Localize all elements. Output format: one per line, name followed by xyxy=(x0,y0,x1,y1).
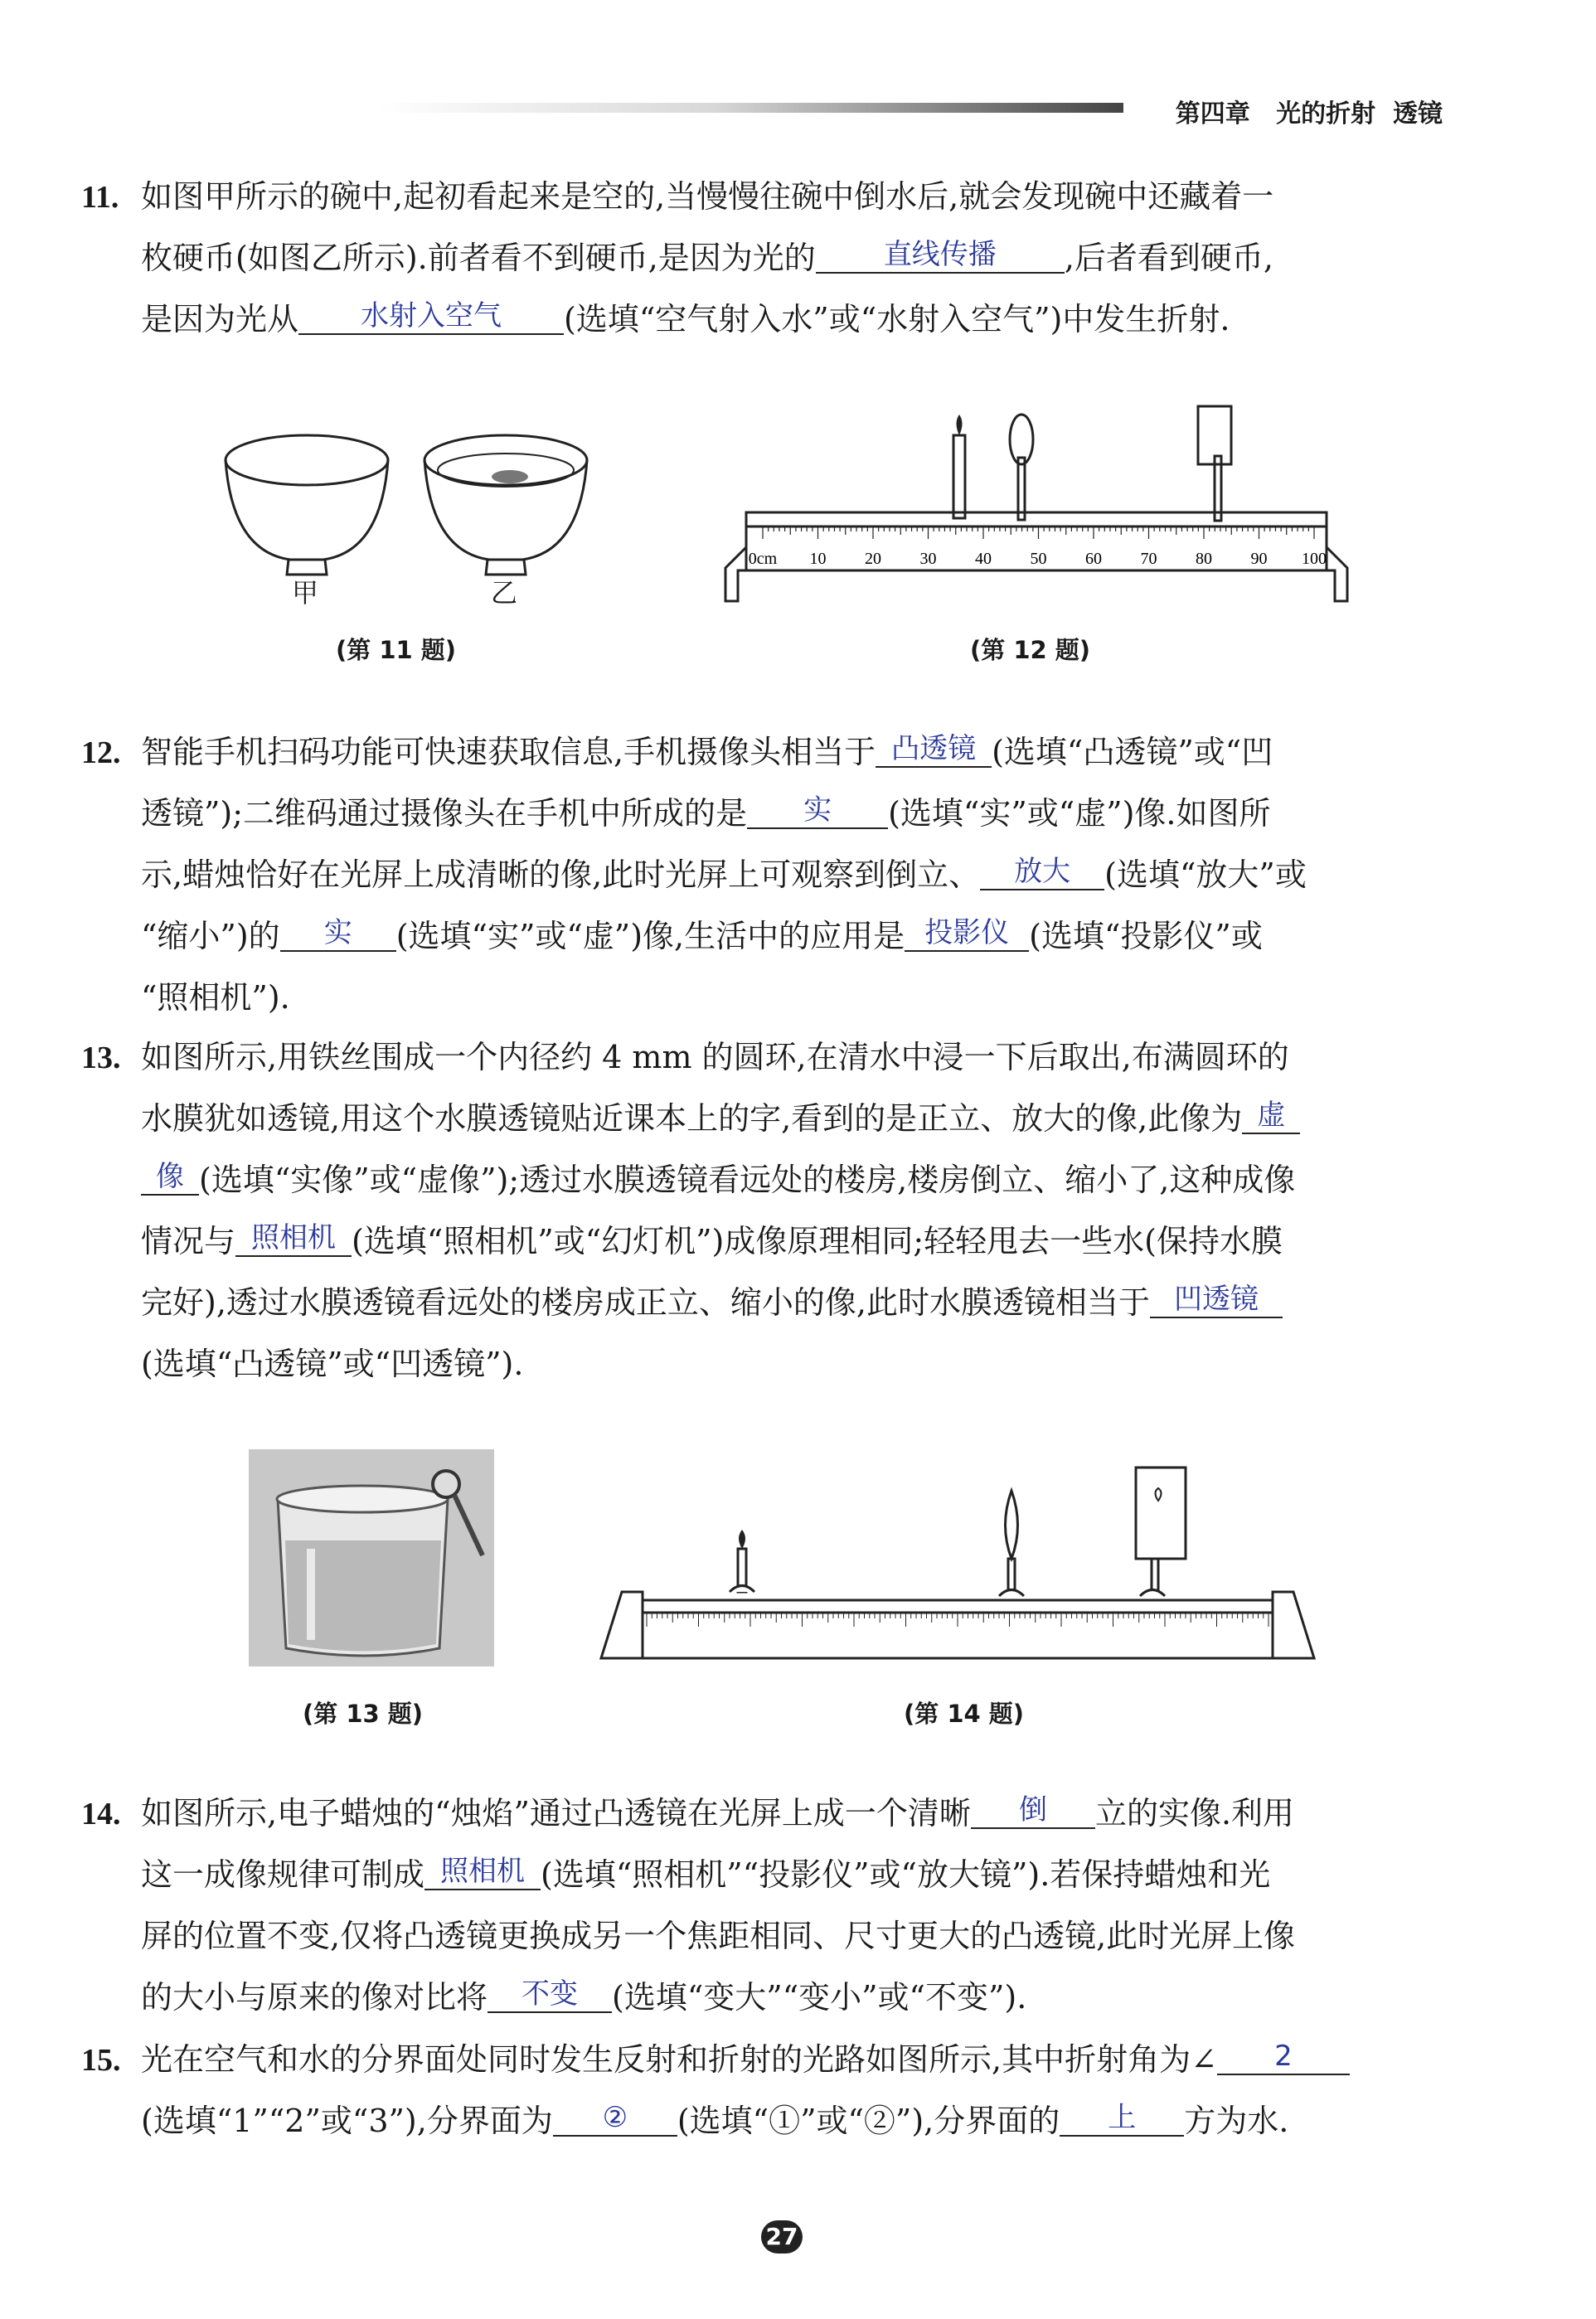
question-text: 完好),透过水膜透镜看远处的楼房成正立、缩小的像,此时水膜透镜相当于 xyxy=(141,1284,1150,1321)
question-text: 这一成像规律可制成 xyxy=(141,1856,425,1893)
question-text: (选填“放大”或 xyxy=(1104,856,1307,893)
bowl-with-coin xyxy=(424,435,587,575)
chapter-title: 光的折射 透镜 xyxy=(1276,99,1443,129)
answer-blank[interactable]: 水射入空气 xyxy=(298,298,564,335)
question-text: 如图所示,电子蜡烛的“烛焰”通过凸透镜在光屏上成一个清晰 xyxy=(141,1795,971,1831)
figure-13-caption: (第 13 题) xyxy=(303,1700,424,1728)
scale-tick-label: 50 xyxy=(1030,550,1047,568)
figure-11-bowls xyxy=(224,427,605,609)
scale-tick-label: 30 xyxy=(919,550,937,568)
answer-blank[interactable]: 实 xyxy=(280,915,396,952)
bench-scale xyxy=(749,526,1327,568)
page-header xyxy=(377,93,1443,129)
question-text: (选填“实”或“虚”)像.如图所 xyxy=(888,795,1271,832)
question-text: 是因为光从 xyxy=(141,301,299,337)
question-text: 的大小与原来的像对比将 xyxy=(141,1979,488,2016)
question-text: “缩小”)的 xyxy=(141,918,280,954)
answer-blank[interactable]: 直线传播 xyxy=(816,237,1065,274)
question-15 xyxy=(81,2029,1443,2152)
question-text: 光在空气和水的分界面处同时发生反射和折射的光路如图所示,其中折射角为∠ xyxy=(141,2041,1217,2078)
label-jia: 甲 xyxy=(292,577,319,609)
question-text: (选填“投影仪”或 xyxy=(1029,918,1263,954)
answer-blank[interactable]: 凹透镜 xyxy=(1150,1282,1283,1318)
answer-blank[interactable]: ② xyxy=(553,2100,677,2137)
scale-tick-label: 90 xyxy=(1250,550,1268,568)
wire-loop xyxy=(433,1471,459,1497)
answer-blank[interactable]: 像 xyxy=(141,1159,199,1196)
question-text: 示,蜡烛恰好在光屏上成清晰的像,此时光屏上可观察到倒立、 xyxy=(141,856,981,893)
answer-blank[interactable]: 投影仪 xyxy=(905,915,1029,952)
header-text xyxy=(1176,93,1443,129)
answer-blank[interactable]: 上 xyxy=(1060,2100,1184,2137)
scale-tick-label: 40 xyxy=(975,550,992,568)
lens-stand xyxy=(1018,458,1025,520)
question-text: (选填“①”或“②”),分界面的 xyxy=(677,2103,1060,2139)
figure-12-optical-bench xyxy=(721,406,1351,605)
question-text: (选填“变大”“变小”或“不变”). xyxy=(612,1979,1027,2016)
answer-blank[interactable]: 倒 xyxy=(971,1793,1095,1829)
scale-tick-label: 20 xyxy=(865,550,881,568)
scale-tick-label: 70 xyxy=(1140,550,1157,568)
question-number: 15. xyxy=(81,2043,121,2078)
question-text: “照相机”). xyxy=(141,979,290,1016)
question-text: ,后者看到硬币, xyxy=(1064,240,1273,276)
scale-tick-label: 0cm xyxy=(748,550,778,568)
header-bar xyxy=(377,103,1123,113)
question-13 xyxy=(81,1026,1443,1395)
answer-blank[interactable]: 实 xyxy=(747,793,888,829)
light-screen xyxy=(1136,1468,1186,1559)
question-text: 屏的位置不变,仅将凸透镜更换成另一个焦距相同、尺寸更大的凸透镜,此时光屏上像 xyxy=(141,1918,1296,1954)
answer-blank[interactable]: 照相机 xyxy=(424,1854,541,1890)
bench-scale xyxy=(647,1613,1269,1627)
coin xyxy=(492,470,528,483)
answer-blank[interactable]: 不变 xyxy=(488,1977,612,2013)
question-text: 如图所示,用铁丝围成一个内径约 4 mm 的圆环,在清水中浸一下后取出,布满圆环的 xyxy=(141,1039,1289,1075)
figure-14-optical-bench xyxy=(601,1468,1314,1666)
question-text: (选填“凸透镜”或“凹透镜”). xyxy=(141,1346,524,1382)
question-text: 透镜”);二维码通过摄像头在手机中所成的是 xyxy=(141,795,748,832)
question-text: 如图甲所示的碗中,起初看起来是空的,当慢慢往碗中倒水后,就会发现碗中还藏着一 xyxy=(141,178,1274,215)
answer-blank[interactable]: 照相机 xyxy=(235,1220,352,1257)
label-yi: 乙 xyxy=(491,577,518,609)
question-text: (选填“凸透镜”或“凹 xyxy=(992,734,1273,770)
question-number: 12. xyxy=(81,735,121,770)
question-number: 13. xyxy=(81,1041,121,1075)
scale-tick-label: 10 xyxy=(809,550,827,568)
scale-tick-label: 80 xyxy=(1196,550,1212,568)
scale-tick-label: 100 xyxy=(1302,550,1327,568)
question-text: (选填“实”或“虚”)像,生活中的应用是 xyxy=(395,918,905,954)
scale-tick-label: 60 xyxy=(1085,550,1102,568)
convex-lens xyxy=(1006,1491,1018,1559)
question-12 xyxy=(81,721,1443,1028)
bench-rail xyxy=(643,1600,1273,1658)
question-text: 枚硬币(如图乙所示).前者看不到硬币,是因为光的 xyxy=(141,240,816,276)
chapter-label: 第四章 xyxy=(1175,99,1250,129)
candle xyxy=(953,435,965,518)
question-text: (选填“照相机”“投影仪”或“放大镜”).若保持蜡烛和光 xyxy=(541,1856,1271,1893)
question-11 xyxy=(81,166,1443,350)
bench-left-foot xyxy=(601,1592,643,1658)
figure-13-photo xyxy=(249,1449,494,1666)
answer-blank[interactable]: 放大 xyxy=(980,854,1104,890)
question-text: 情况与 xyxy=(141,1223,236,1259)
answer-blank[interactable]: 2 xyxy=(1217,2039,1350,2075)
candle-flame xyxy=(957,415,963,435)
question-text: 立的实像.利用 xyxy=(1094,1795,1295,1831)
question-text: 智能手机扫码功能可快速获取信息,手机摄像头相当于 xyxy=(141,734,876,770)
question-number: 11. xyxy=(81,180,119,215)
answer-blank[interactable]: 凸透镜 xyxy=(876,731,992,768)
question-text: (选填“空气射入水”或“水射入空气”)中发生折射. xyxy=(564,301,1230,337)
answer-blank[interactable]: 虚 xyxy=(1242,1098,1300,1134)
figure-11-caption: (第 11 题) xyxy=(336,636,457,664)
question-text: (选填“照相机”或“幻灯机”)成像原理相同;轻轻甩去一些水(保持水膜 xyxy=(352,1223,1283,1259)
bench-right-foot xyxy=(1273,1592,1314,1658)
figure-12-caption: (第 12 题) xyxy=(970,636,1091,664)
question-text: (选填“1”“2”或“3”),分界面为 xyxy=(141,2103,553,2139)
question-text: (选填“实像”或“虚像”);透过水膜透镜看远处的楼房,楼房倒立、缩小了,这种成像 xyxy=(199,1162,1296,1198)
question-text: 方为水. xyxy=(1184,2103,1289,2139)
question-text: 水膜犹如透镜,用这个水膜透镜贴近课本上的字,看到的是正立、放大的像,此像为 xyxy=(141,1100,1243,1137)
bowl-empty xyxy=(226,435,388,575)
figure-14-caption: (第 14 题) xyxy=(904,1700,1025,1728)
page-number: 27 xyxy=(761,2220,803,2254)
candle-flame xyxy=(739,1530,745,1549)
question-number: 14. xyxy=(81,1797,121,1831)
question-14 xyxy=(81,1783,1443,2028)
